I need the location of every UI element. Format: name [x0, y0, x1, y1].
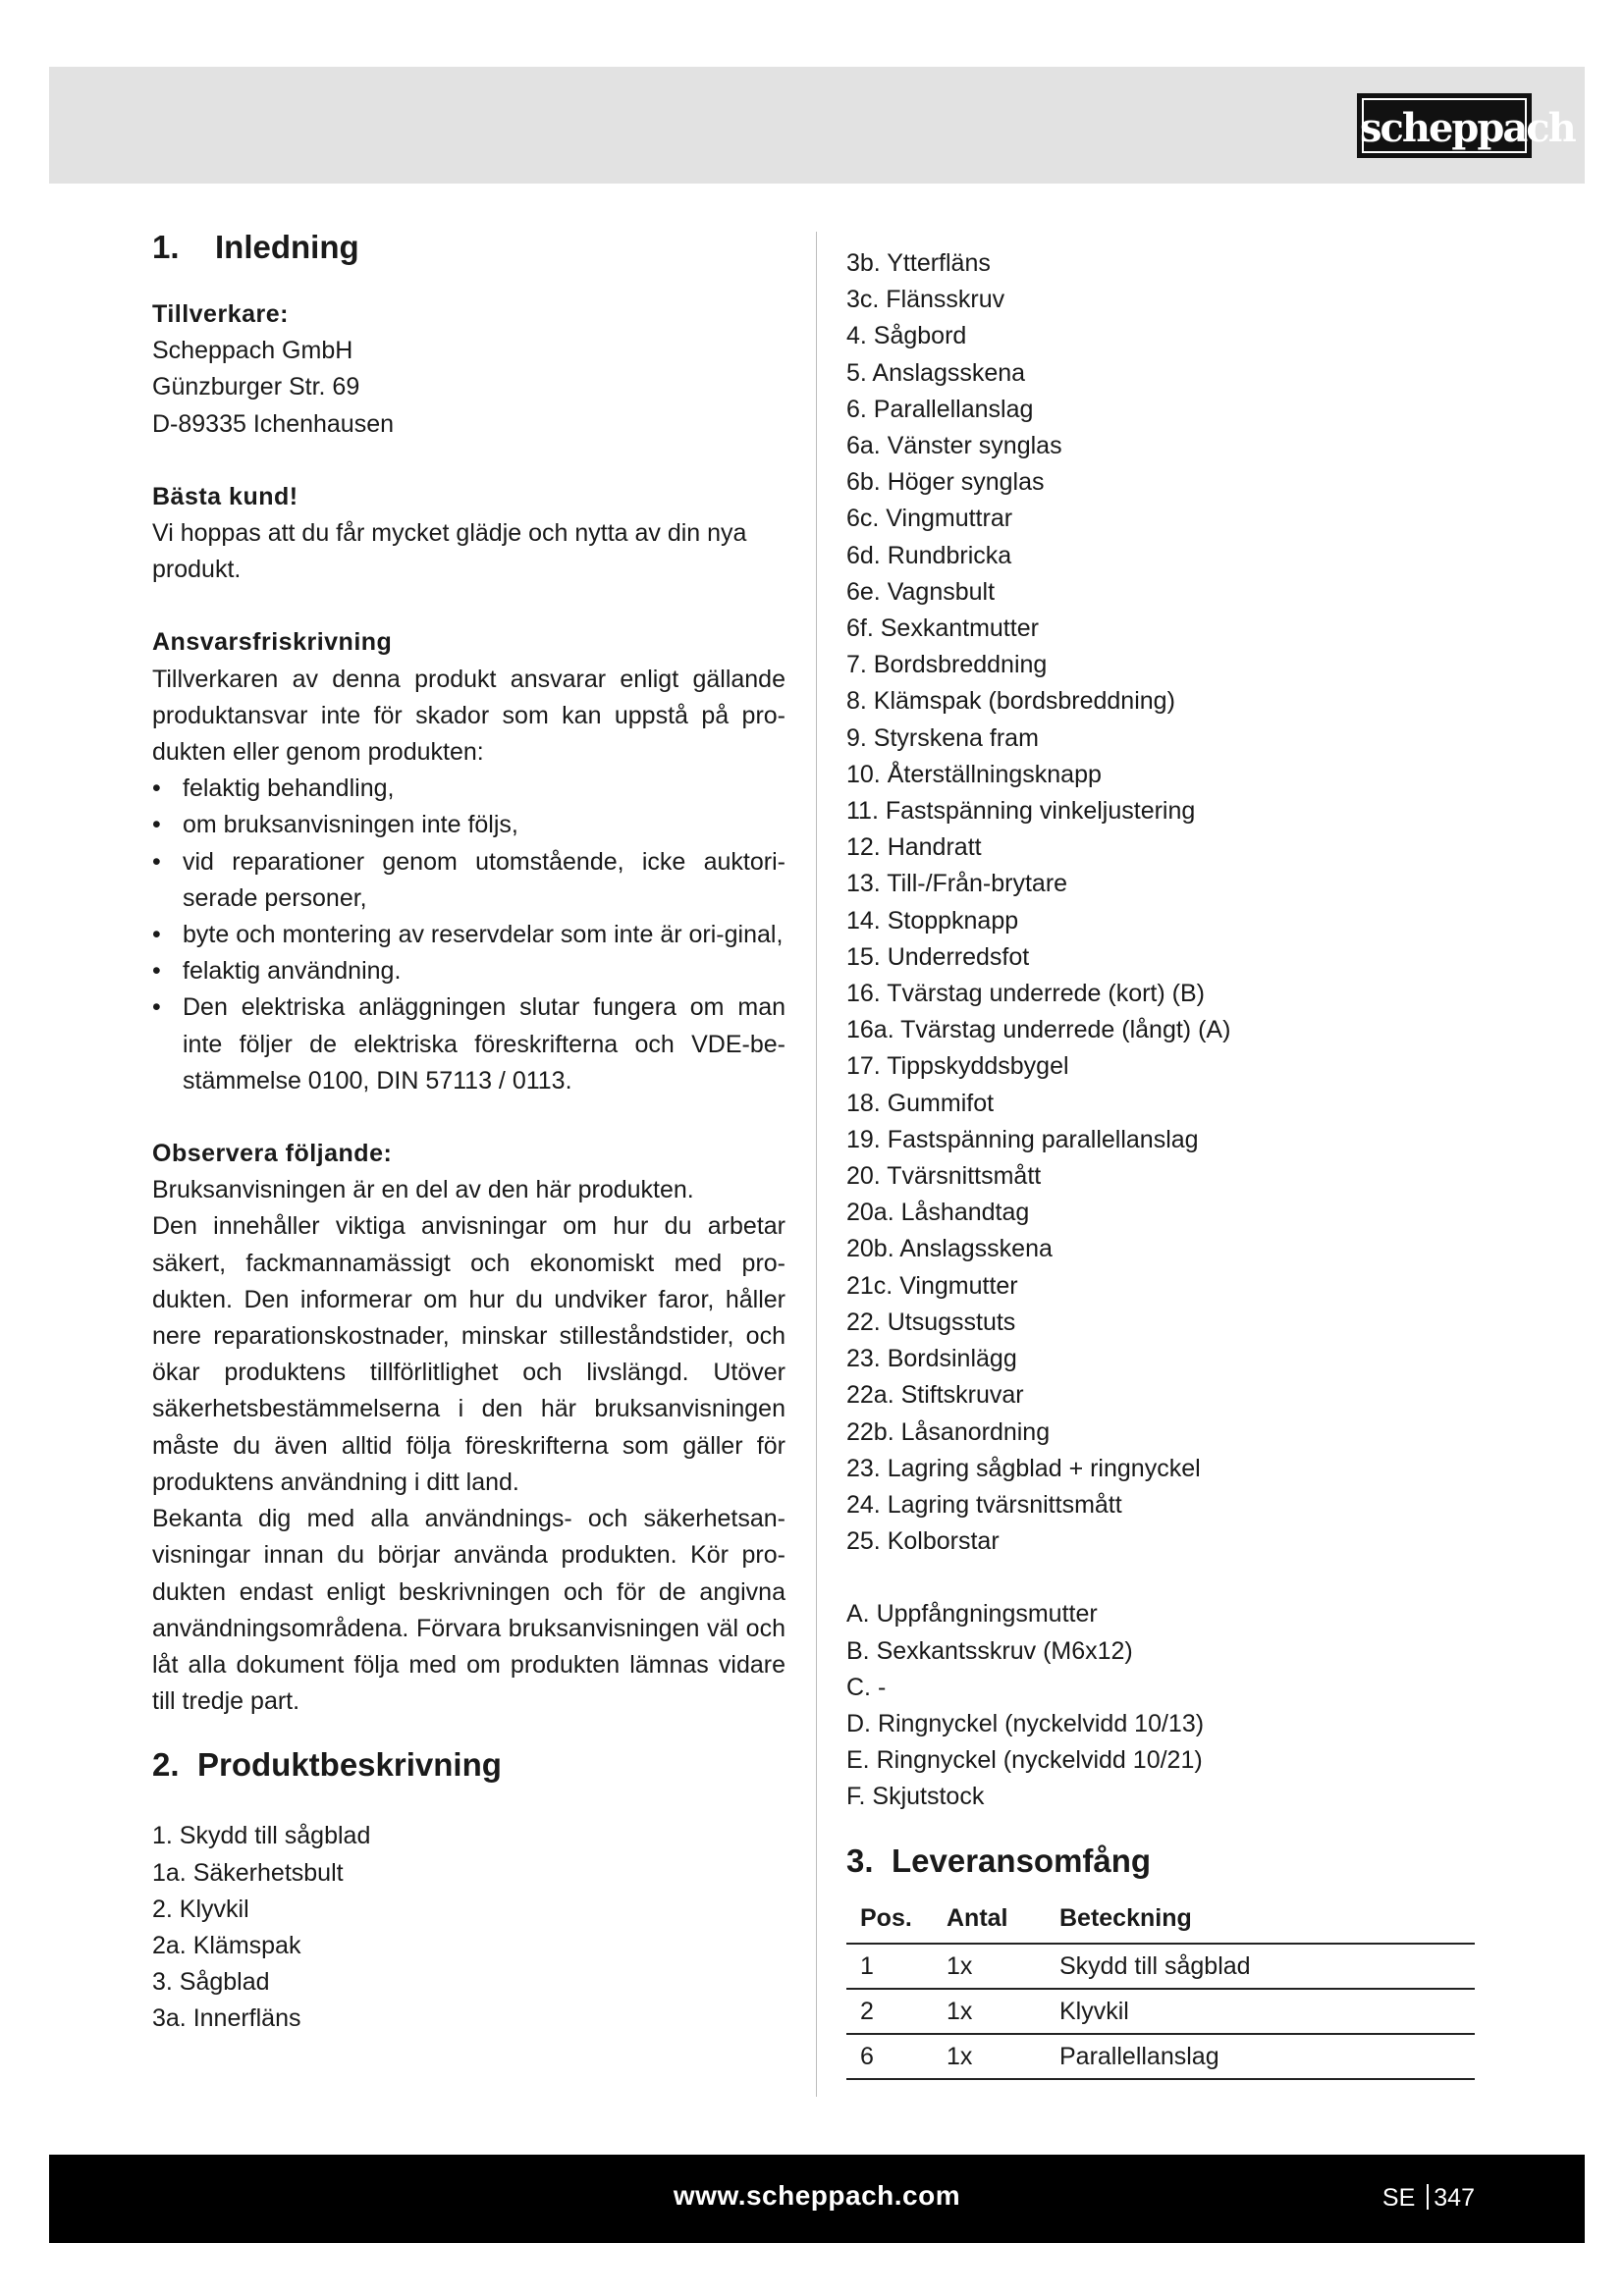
list-item: • felaktig behandling,: [152, 771, 785, 807]
list-item: 22. Utsugsstuts: [846, 1308, 1016, 1336]
list-item: 10. Återställningsknapp: [846, 760, 1102, 788]
delivery-scope-table: [846, 1900, 1475, 2081]
list-item: 14. Stoppknapp: [846, 906, 1019, 934]
list-item: 6f. Sexkantmutter: [846, 614, 1039, 643]
section-3-heading: [846, 1840, 1485, 1883]
section-number: 2.: [152, 1746, 180, 1784]
list-item: D. Ringnyckel (nyckelvidd 10/13): [846, 1709, 1205, 1737]
observe-paragraph: Bekanta dig med alla användnings- och säkerhetsan-visningar innan du börjar använda produkten. Kör pro-dukten endast enligt beskrivningen och för de angivna användningsområdena. Förvara bruksanvisningen väl och låt alla dokument följa med om produkten lämnas vidare till tredje part.: [152, 1505, 785, 1716]
list-item: 13. Till-/Från-brytare: [846, 870, 1068, 898]
header-band: [49, 67, 1585, 184]
website-link[interactable]: www.scheppach.com: [673, 2180, 961, 2211]
list-item: 8. Klämspak (bordsbreddning): [846, 687, 1175, 716]
list-item: 20a. Låshandtag: [846, 1199, 1030, 1227]
list-item: 15. Underredsfot: [846, 942, 1030, 971]
table-cell: Skydd till sågblad: [1059, 1944, 1475, 1989]
list-item: 20. Tvärsnittsmått: [846, 1162, 1042, 1191]
column-header: Pos.: [846, 1900, 947, 1944]
left-column: [152, 226, 785, 2038]
list-item: 23. Bordsinlägg: [846, 1345, 1017, 1373]
list-item: • Den elektriska anläggningen slutar fungera om man inte följer de elektriska föreskrifterna och VDE-be-stämmelse 0100, DIN 57113 / 0113.: [152, 989, 785, 1099]
list-item: 9. Styrskena fram: [846, 723, 1039, 752]
manufacturer-label: Tillverkare:: [152, 300, 289, 328]
section-number: 1.: [152, 229, 180, 265]
list-item: 12. Handratt: [846, 833, 982, 862]
table-row: [846, 1944, 1475, 1989]
table-cell: 1x: [947, 1989, 1059, 2034]
section-number: 3.: [846, 1842, 874, 1879]
list-item: 23. Lagring sågblad + ringnyckel: [846, 1454, 1201, 1482]
accessories-list: [846, 1596, 1485, 1815]
disclaimer-list: [152, 771, 785, 1099]
list-item: 4. Sågbord: [846, 322, 967, 350]
list-item: 21c. Vingmutter: [846, 1271, 1018, 1300]
observe-paragraph: Bruksanvisningen är en del av den här produkten.: [152, 1176, 694, 1204]
list-item: 2. Klyvkil: [152, 1895, 249, 1923]
list-item: 17. Tippskyddsbygel: [846, 1052, 1069, 1081]
column-header: Beteckning: [1059, 1900, 1475, 1944]
section-1-heading: [152, 226, 785, 269]
list-item: 22b. Låsanordning: [846, 1417, 1051, 1446]
right-column: [846, 245, 1485, 2080]
observe-paragraph: Den innehåller viktiga anvisningar om hur du arbetar säkert, fackmannamässigt och ekonomiskt med pro-dukten. Den informerar om hur du undviker faror, håller nere reparationskostnader, minskar stilleståndstider, och ökar produktens tillförlitlighet och livslängd. Utöver säkerhetsbestämmelserna i den här bruksanvisningen måste du även alltid följa föreskrifterna som gäller för produktens användning i ditt land.: [152, 1212, 785, 1496]
parts-list-continued: [846, 245, 1485, 1560]
manufacturer-line: D-89335 Ichenhausen: [152, 409, 395, 438]
scheppach-logo: scheppach: [1357, 93, 1532, 158]
page-number: [1382, 2184, 1475, 2213]
column-divider: [816, 232, 817, 2097]
table-row: [846, 1989, 1475, 2034]
list-item: F. Skjutstock: [846, 1783, 985, 1811]
table-cell: 1x: [947, 2034, 1059, 2079]
list-item: 25. Kolborstar: [846, 1527, 1000, 1556]
list-item: 24. Lagring tvärsnittsmått: [846, 1490, 1122, 1519]
list-item: 22a. Stiftskruvar: [846, 1381, 1024, 1410]
list-item: 6d. Rundbricka: [846, 541, 1012, 569]
list-item: 16. Tvärstag underrede (kort) (B): [846, 980, 1205, 1008]
list-item: 7. Bordsbreddning: [846, 651, 1048, 679]
section-title: Inledning: [215, 229, 359, 265]
list-item: 20b. Anslagsskena: [846, 1235, 1053, 1263]
section-2-heading: [152, 1743, 785, 1787]
list-item: 6a. Vänster synglas: [846, 432, 1062, 460]
section-title: Leveransomfång: [892, 1842, 1152, 1879]
dear-customer-label: Bästa kund!: [152, 482, 298, 510]
manufacturer-line: Günzburger Str. 69: [152, 373, 360, 401]
disclaimer-text: Tillverkaren av denna produkt ansvarar enligt gällande produktansvar inte för skador som kan uppstå på pro-dukten eller genom produkten:: [152, 665, 785, 767]
list-item: 16a. Tvärstag underrede (långt) (A): [846, 1016, 1231, 1044]
list-item: 2a. Klämspak: [152, 1931, 301, 1959]
list-item: 6. Parallellanslag: [846, 395, 1034, 423]
footer-bar: [49, 2155, 1585, 2243]
list-item: • felaktig användning.: [152, 953, 785, 989]
list-item: • om bruksanvisningen inte följs,: [152, 807, 785, 843]
list-item: 3c. Flänsskruv: [846, 286, 1005, 314]
table-cell: Parallellanslag: [1059, 2034, 1475, 2079]
list-item: C. -: [846, 1673, 887, 1701]
list-item: B. Sexkantsskruv (M6x12): [846, 1636, 1133, 1665]
list-item: 1. Skydd till sågblad: [152, 1822, 371, 1850]
list-item: 1a. Säkerhetsbult: [152, 1858, 344, 1887]
page-value: 347: [1434, 2184, 1475, 2212]
list-item: 6c. Vingmuttrar: [846, 505, 1013, 533]
dear-customer-text: Vi hoppas att du får mycket glädje och nytta av din nya produkt.: [152, 519, 747, 584]
disclaimer-label: Ansvarsfriskrivning: [152, 628, 393, 657]
list-item: • vid reparationer genom utomstående, icke auktori-serade personer,: [152, 844, 785, 917]
list-item: A. Uppfångningsmutter: [846, 1600, 1098, 1629]
separator: [1427, 2184, 1429, 2210]
manufacturer-line: Scheppach GmbH: [152, 337, 353, 365]
list-item: 19. Fastspänning parallellanslag: [846, 1125, 1199, 1153]
list-item: 6e. Vagnsbult: [846, 577, 996, 606]
list-item: 11. Fastspänning vinkeljustering: [846, 797, 1196, 826]
list-item: 5. Anslagsskena: [846, 358, 1026, 387]
language-code: SE: [1381, 2184, 1416, 2212]
table-cell: 6: [846, 2034, 947, 2079]
list-item: 3a. Innerfläns: [152, 2004, 301, 2033]
table-header-row: [846, 1900, 1475, 1944]
list-item: 3b. Ytterfläns: [846, 249, 991, 277]
table-cell: Klyvkil: [1059, 1989, 1475, 2034]
parts-list: [152, 1818, 785, 2037]
table-cell: 1x: [947, 1944, 1059, 1989]
table-cell: 1: [846, 1944, 947, 1989]
list-item: 3. Sågblad: [152, 1968, 270, 1997]
column-header: Antal: [947, 1900, 1059, 1944]
list-item: 6b. Höger synglas: [846, 468, 1045, 497]
list-item: 18. Gummifot: [846, 1089, 995, 1117]
observe-label: Observera följande:: [152, 1140, 393, 1168]
list-item: E. Ringnyckel (nyckelvidd 10/21): [846, 1746, 1203, 1775]
table-cell: 2: [846, 1989, 947, 2034]
table-row: [846, 2034, 1475, 2079]
section-title: Produktbeskrivning: [197, 1746, 502, 1784]
list-item: • byte och montering av reservdelar som inte är ori-ginal,: [152, 917, 785, 953]
